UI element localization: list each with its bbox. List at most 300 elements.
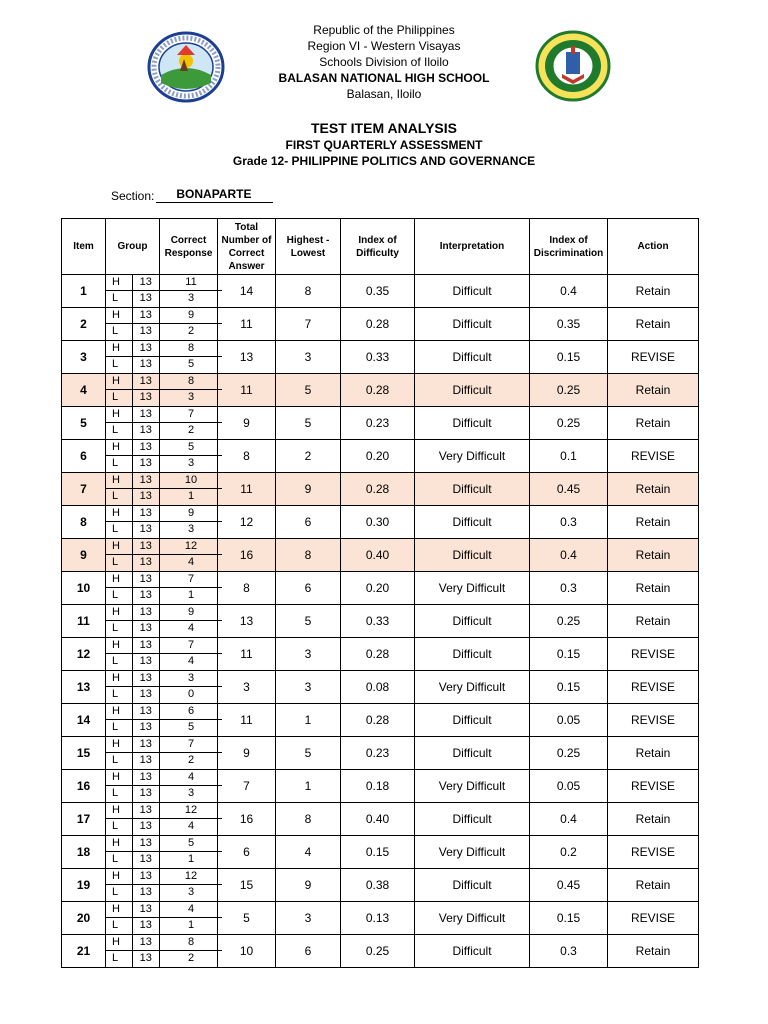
highest-lowest: 7 <box>276 308 341 341</box>
index-difficulty: 0.23 <box>341 737 415 770</box>
highest-lowest: 3 <box>276 671 341 704</box>
action: Retain <box>608 605 699 638</box>
index-difficulty: 0.20 <box>341 572 415 605</box>
highest-lowest: 1 <box>276 704 341 737</box>
table-header-row <box>62 219 699 275</box>
group-low-label: L <box>106 918 133 934</box>
total-correct: 16 <box>218 539 276 572</box>
index-discrimination: 0.3 <box>530 572 608 605</box>
action: REVISE <box>608 341 699 374</box>
correct-high: 8 <box>160 374 222 390</box>
col-index-discrimination: Index of Discrimination <box>530 219 608 275</box>
group-low-label: L <box>106 324 133 340</box>
col-total-correct: Total Number of Correct Answer <box>218 219 276 275</box>
document-title: TEST ITEM ANALYSIS <box>311 120 457 136</box>
group-cell <box>106 506 160 539</box>
group-high-label: H <box>106 308 133 323</box>
index-discrimination: 0.25 <box>530 407 608 440</box>
highest-lowest: 2 <box>276 440 341 473</box>
group-low-label: L <box>106 522 133 538</box>
index-discrimination: 0.45 <box>530 473 608 506</box>
correct-high: 3 <box>160 671 222 687</box>
correct-low: 2 <box>187 754 195 766</box>
interpretation: Difficult <box>415 473 530 506</box>
group-high-count: 13 <box>139 705 152 717</box>
header-line-2: Region VI - Western Visayas <box>307 39 461 53</box>
col-interpretation: Interpretation <box>415 219 530 275</box>
index-difficulty: 0.25 <box>341 935 415 968</box>
total-correct: 11 <box>218 308 276 341</box>
interpretation: Very Difficult <box>415 572 530 605</box>
item-number: 16 <box>62 770 106 803</box>
index-discrimination: 0.15 <box>530 671 608 704</box>
item-number: 18 <box>62 836 106 869</box>
correct-low: 4 <box>187 622 195 634</box>
item-number: 10 <box>62 572 106 605</box>
total-correct: 11 <box>218 638 276 671</box>
group-low-label: L <box>106 951 133 967</box>
interpretation: Difficult <box>415 737 530 770</box>
col-item: Item <box>62 219 106 275</box>
total-correct: 14 <box>218 275 276 308</box>
interpretation: Difficult <box>415 539 530 572</box>
group-low-count: 13 <box>139 589 152 601</box>
section-field <box>111 186 273 203</box>
group-low-count: 13 <box>139 556 152 568</box>
item-number: 9 <box>62 539 106 572</box>
total-correct: 10 <box>218 935 276 968</box>
group-cell <box>106 440 160 473</box>
item-number: 6 <box>62 440 106 473</box>
index-difficulty: 0.23 <box>341 407 415 440</box>
group-low-label: L <box>106 687 133 703</box>
index-discrimination: 0.4 <box>530 803 608 836</box>
total-correct: 11 <box>218 704 276 737</box>
correct-high: 11 <box>160 275 222 291</box>
action: Retain <box>608 407 699 440</box>
table-row <box>62 770 699 803</box>
index-difficulty: 0.38 <box>341 869 415 902</box>
interpretation: Difficult <box>415 704 530 737</box>
table-row <box>62 803 699 836</box>
correct-response-cell <box>160 308 218 341</box>
correct-response-cell <box>160 803 218 836</box>
interpretation: Difficult <box>415 869 530 902</box>
index-difficulty: 0.28 <box>341 374 415 407</box>
correct-high: 7 <box>160 737 222 753</box>
correct-high: 7 <box>160 638 222 654</box>
correct-high: 9 <box>160 308 222 324</box>
group-low-count: 13 <box>139 919 152 931</box>
correct-low: 3 <box>187 886 195 898</box>
index-difficulty: 0.35 <box>341 275 415 308</box>
group-low-count: 13 <box>139 325 152 337</box>
group-high-label: H <box>106 506 133 521</box>
correct-response-cell <box>160 836 218 869</box>
correct-low: 3 <box>187 457 195 469</box>
group-cell <box>106 473 160 506</box>
correct-response-cell <box>160 341 218 374</box>
total-correct: 15 <box>218 869 276 902</box>
correct-response-cell <box>160 605 218 638</box>
total-correct: 9 <box>218 737 276 770</box>
interpretation: Very Difficult <box>415 770 530 803</box>
index-discrimination: 0.45 <box>530 869 608 902</box>
group-high-label: H <box>106 770 133 785</box>
correct-high: 5 <box>160 440 222 456</box>
correct-low: 5 <box>187 358 195 370</box>
table-row <box>62 935 699 968</box>
group-high-count: 13 <box>139 507 152 519</box>
group-low-label: L <box>106 819 133 835</box>
total-correct: 11 <box>218 473 276 506</box>
table-row <box>62 704 699 737</box>
index-discrimination: 0.05 <box>530 770 608 803</box>
index-difficulty: 0.28 <box>341 638 415 671</box>
group-cell <box>106 935 160 968</box>
table-row <box>62 869 699 902</box>
group-cell <box>106 902 160 935</box>
school-name: BALASAN NATIONAL HIGH SCHOOL <box>278 71 490 85</box>
group-cell <box>106 341 160 374</box>
action: REVISE <box>608 638 699 671</box>
group-cell <box>106 869 160 902</box>
index-discrimination: 0.3 <box>530 935 608 968</box>
group-high-count: 13 <box>139 672 152 684</box>
group-cell <box>106 539 160 572</box>
correct-response-cell <box>160 506 218 539</box>
action: Retain <box>608 539 699 572</box>
correct-high: 6 <box>160 704 222 720</box>
group-high-label: H <box>106 869 133 884</box>
total-correct: 5 <box>218 902 276 935</box>
item-number: 13 <box>62 671 106 704</box>
correct-low: 0 <box>187 688 195 700</box>
highest-lowest: 8 <box>276 275 341 308</box>
interpretation: Difficult <box>415 605 530 638</box>
correct-response-cell <box>160 275 218 308</box>
group-high-count: 13 <box>139 276 152 288</box>
table-row <box>62 308 699 341</box>
total-correct: 3 <box>218 671 276 704</box>
col-action: Action <box>608 219 699 275</box>
group-cell <box>106 803 160 836</box>
correct-response-cell <box>160 902 218 935</box>
group-low-label: L <box>106 291 133 307</box>
table-row <box>62 275 699 308</box>
correct-response-cell <box>160 704 218 737</box>
total-correct: 9 <box>218 407 276 440</box>
correct-high: 9 <box>160 605 222 621</box>
table-row <box>62 539 699 572</box>
group-low-count: 13 <box>139 820 152 832</box>
highest-lowest: 5 <box>276 374 341 407</box>
highest-lowest: 6 <box>276 935 341 968</box>
highest-lowest: 6 <box>276 506 341 539</box>
group-high-count: 13 <box>139 375 152 387</box>
correct-high: 10 <box>160 473 222 489</box>
correct-low: 4 <box>187 820 195 832</box>
correct-response-cell <box>160 671 218 704</box>
correct-low: 2 <box>187 424 195 436</box>
group-low-count: 13 <box>139 688 152 700</box>
index-discrimination: 0.4 <box>530 275 608 308</box>
index-difficulty: 0.15 <box>341 836 415 869</box>
correct-response-cell <box>160 638 218 671</box>
item-number: 17 <box>62 803 106 836</box>
highest-lowest: 3 <box>276 638 341 671</box>
interpretation: Very Difficult <box>415 902 530 935</box>
total-correct: 8 <box>218 572 276 605</box>
interpretation: Difficult <box>415 638 530 671</box>
correct-response-cell <box>160 572 218 605</box>
item-number: 12 <box>62 638 106 671</box>
item-number: 8 <box>62 506 106 539</box>
group-low-count: 13 <box>139 424 152 436</box>
correct-low: 1 <box>187 919 195 931</box>
table-row <box>62 374 699 407</box>
group-cell <box>106 308 160 341</box>
table-row <box>62 440 699 473</box>
group-low-count: 13 <box>139 457 152 469</box>
table-row <box>62 638 699 671</box>
group-low-count: 13 <box>139 952 152 964</box>
item-number: 7 <box>62 473 106 506</box>
correct-high: 5 <box>160 836 222 852</box>
correct-low: 1 <box>187 589 195 601</box>
highest-lowest: 1 <box>276 770 341 803</box>
index-difficulty: 0.33 <box>341 605 415 638</box>
correct-response-cell <box>160 770 218 803</box>
group-low-label: L <box>106 456 133 472</box>
index-discrimination: 0.25 <box>530 374 608 407</box>
correct-low: 3 <box>187 391 195 403</box>
group-high-count: 13 <box>139 870 152 882</box>
correct-response-cell <box>160 539 218 572</box>
action: Retain <box>608 506 699 539</box>
item-number: 14 <box>62 704 106 737</box>
index-discrimination: 0.25 <box>530 737 608 770</box>
group-cell <box>106 671 160 704</box>
highest-lowest: 5 <box>276 737 341 770</box>
index-difficulty: 0.30 <box>341 506 415 539</box>
group-high-label: H <box>106 374 133 389</box>
index-difficulty: 0.28 <box>341 308 415 341</box>
group-high-label: H <box>106 341 133 356</box>
group-high-label: H <box>106 671 133 686</box>
correct-low: 1 <box>187 853 195 865</box>
group-high-count: 13 <box>139 441 152 453</box>
total-correct: 6 <box>218 836 276 869</box>
group-cell <box>106 374 160 407</box>
item-number: 19 <box>62 869 106 902</box>
total-correct: 8 <box>218 440 276 473</box>
highest-lowest: 4 <box>276 836 341 869</box>
group-high-label: H <box>106 407 133 422</box>
index-difficulty: 0.13 <box>341 902 415 935</box>
group-high-label: H <box>106 935 133 950</box>
item-number: 3 <box>62 341 106 374</box>
group-high-count: 13 <box>139 771 152 783</box>
document-subtitle: FIRST QUARTERLY ASSESSMENT <box>285 138 483 152</box>
index-difficulty: 0.20 <box>341 440 415 473</box>
total-correct: 7 <box>218 770 276 803</box>
col-group: Group <box>106 219 160 275</box>
correct-low: 3 <box>187 292 195 304</box>
group-low-label: L <box>106 720 133 736</box>
index-discrimination: 0.15 <box>530 341 608 374</box>
correct-low: 1 <box>187 490 195 502</box>
correct-low: 2 <box>187 952 195 964</box>
correct-response-cell <box>160 473 218 506</box>
action: Retain <box>608 473 699 506</box>
index-discrimination: 0.25 <box>530 605 608 638</box>
group-low-count: 13 <box>139 655 152 667</box>
correct-high: 7 <box>160 572 222 588</box>
group-high-count: 13 <box>139 738 152 750</box>
action: REVISE <box>608 704 699 737</box>
index-difficulty: 0.33 <box>341 341 415 374</box>
highest-lowest: 9 <box>276 869 341 902</box>
group-low-count: 13 <box>139 787 152 799</box>
index-difficulty: 0.40 <box>341 803 415 836</box>
action: REVISE <box>608 836 699 869</box>
correct-high: 8 <box>160 935 222 951</box>
table-row <box>62 473 699 506</box>
group-high-label: H <box>106 638 133 653</box>
group-low-label: L <box>106 753 133 769</box>
group-low-count: 13 <box>139 754 152 766</box>
interpretation: Very Difficult <box>415 836 530 869</box>
item-number: 20 <box>62 902 106 935</box>
group-low-count: 13 <box>139 292 152 304</box>
action: Retain <box>608 869 699 902</box>
index-discrimination: 0.35 <box>530 308 608 341</box>
action: REVISE <box>608 902 699 935</box>
group-cell <box>106 737 160 770</box>
correct-high: 8 <box>160 341 222 357</box>
interpretation: Difficult <box>415 506 530 539</box>
group-low-label: L <box>106 555 133 571</box>
group-low-label: L <box>106 621 133 637</box>
correct-high: 12 <box>160 803 222 819</box>
group-high-count: 13 <box>139 342 152 354</box>
table-row <box>62 407 699 440</box>
correct-low: 2 <box>187 325 195 337</box>
interpretation: Difficult <box>415 275 530 308</box>
total-correct: 12 <box>218 506 276 539</box>
correct-high: 12 <box>160 539 222 555</box>
group-low-label: L <box>106 588 133 604</box>
correct-low: 4 <box>187 556 195 568</box>
correct-low: 3 <box>187 787 195 799</box>
highest-lowest: 8 <box>276 539 341 572</box>
index-discrimination: 0.15 <box>530 902 608 935</box>
group-low-label: L <box>106 357 133 373</box>
group-low-label: L <box>106 423 133 439</box>
index-difficulty: 0.28 <box>341 704 415 737</box>
correct-high: 9 <box>160 506 222 522</box>
group-high-count: 13 <box>139 639 152 651</box>
col-correct-response: Correct Response <box>160 219 218 275</box>
index-difficulty: 0.28 <box>341 473 415 506</box>
correct-response-cell <box>160 407 218 440</box>
group-low-count: 13 <box>139 622 152 634</box>
group-high-label: H <box>106 572 133 587</box>
group-high-count: 13 <box>139 837 152 849</box>
highest-lowest: 8 <box>276 803 341 836</box>
table-row <box>62 572 699 605</box>
index-discrimination: 0.4 <box>530 539 608 572</box>
group-low-count: 13 <box>139 490 152 502</box>
action: REVISE <box>608 440 699 473</box>
item-number: 1 <box>62 275 106 308</box>
correct-high: 4 <box>160 770 222 786</box>
group-cell <box>106 836 160 869</box>
group-low-count: 13 <box>139 391 152 403</box>
group-cell <box>106 605 160 638</box>
interpretation: Difficult <box>415 407 530 440</box>
group-low-label: L <box>106 786 133 802</box>
correct-response-cell <box>160 440 218 473</box>
group-low-label: L <box>106 489 133 505</box>
index-discrimination: 0.2 <box>530 836 608 869</box>
item-number: 21 <box>62 935 106 968</box>
col-index-difficulty: Index of Difficulty <box>341 219 415 275</box>
course-title: Grade 12- PHILIPPINE POLITICS AND GOVERNANCE <box>232 154 536 168</box>
correct-low: 3 <box>187 523 195 535</box>
table-row <box>62 605 699 638</box>
total-correct: 16 <box>218 803 276 836</box>
group-high-count: 13 <box>139 408 152 420</box>
group-high-count: 13 <box>139 606 152 618</box>
interpretation: Difficult <box>415 341 530 374</box>
action: Retain <box>608 374 699 407</box>
index-discrimination: 0.15 <box>530 638 608 671</box>
correct-high: 12 <box>160 869 222 885</box>
group-cell <box>106 407 160 440</box>
index-discrimination: 0.05 <box>530 704 608 737</box>
group-cell <box>106 770 160 803</box>
group-cell <box>106 638 160 671</box>
action: REVISE <box>608 770 699 803</box>
correct-high: 7 <box>160 407 222 423</box>
group-high-label: H <box>106 902 133 917</box>
highest-lowest: 9 <box>276 473 341 506</box>
index-difficulty: 0.18 <box>341 770 415 803</box>
group-low-count: 13 <box>139 853 152 865</box>
index-discrimination: 0.3 <box>530 506 608 539</box>
group-high-label: H <box>106 737 133 752</box>
group-high-label: H <box>106 473 133 488</box>
group-high-count: 13 <box>139 309 152 321</box>
action: Retain <box>608 572 699 605</box>
letterhead <box>0 22 768 102</box>
header-line-1: Republic of the Philippines <box>313 23 455 37</box>
highest-lowest: 3 <box>276 902 341 935</box>
action: Retain <box>608 737 699 770</box>
interpretation: Very Difficult <box>415 671 530 704</box>
col-highest-lowest: Highest - Lowest <box>276 219 341 275</box>
table-row <box>62 902 699 935</box>
group-cell <box>106 572 160 605</box>
table-row <box>62 836 699 869</box>
correct-response-cell <box>160 869 218 902</box>
interpretation: Difficult <box>415 308 530 341</box>
table-row <box>62 341 699 374</box>
group-low-label: L <box>106 885 133 901</box>
item-number: 15 <box>62 737 106 770</box>
